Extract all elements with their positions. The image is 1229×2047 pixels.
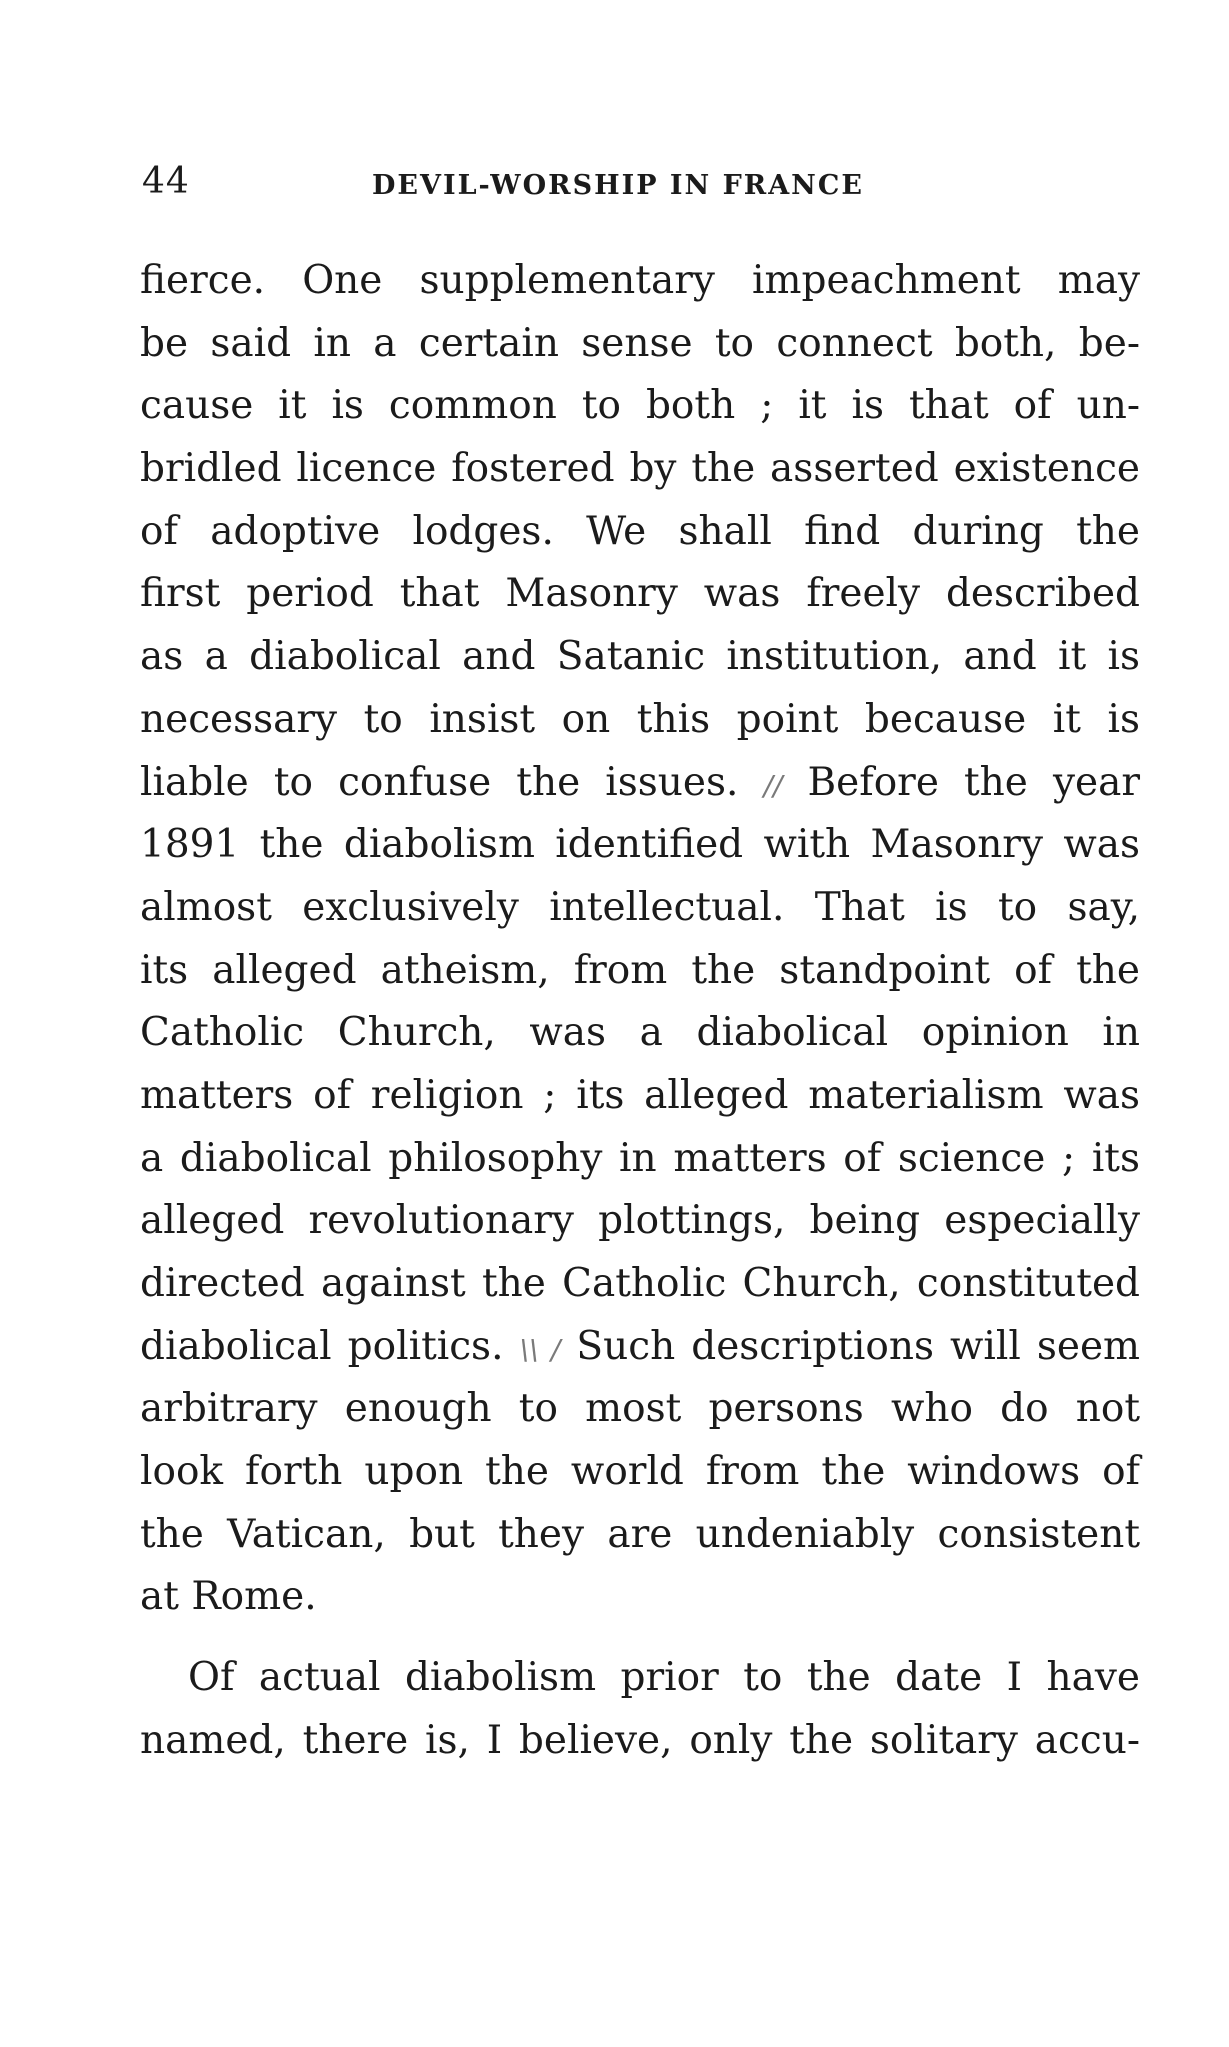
pencil-mark: // [763, 768, 783, 802]
text-line: fierce. One supplementary impeachment may [140, 258, 1140, 303]
text-segment: liable to confuse the issues. [140, 759, 739, 805]
text-line: at Rome. [140, 1574, 317, 1620]
text-line: necessary to insist on this point because it is [140, 696, 1140, 742]
page-header [142, 160, 1136, 220]
text-line: matters of religion ; its alleged materialism was [140, 1072, 1140, 1118]
text-line: alleged revolutionary plottings, being especially [140, 1198, 1140, 1244]
text-line [140, 1316, 1140, 1379]
pencil-mark: \\ / [519, 1332, 561, 1366]
text-line: as a diabolical and Satanic institution, and it is [140, 634, 1140, 680]
page-number: 44 [142, 161, 190, 202]
text-line: directed against the Catholic Church, constituted [140, 1261, 1140, 1306]
text-line: its alleged atheism, from the standpoint of the [140, 947, 1140, 993]
text-segment: Such descriptions will seem [576, 1323, 1141, 1369]
text-line: be said in a certain sense to connect both, be- [140, 320, 1140, 366]
text-line: named, there is, I believe, only the solitary accu- [140, 1717, 1140, 1763]
running-head: DEVIL-WORSHIP IN FRANCE [372, 170, 864, 201]
body-text [140, 250, 1140, 1773]
text-line: cause it is common to both ; it is that of un- [140, 383, 1140, 429]
text-line: of adoptive lodges. We shall find during the [140, 508, 1140, 554]
text-line: almost exclusively intellectual. That is to say, [140, 884, 1140, 930]
text-line: Of actual diabolism prior to the date I have [188, 1655, 1140, 1701]
text-line: Catholic Church, was a diabolical opinion in [140, 1010, 1140, 1056]
text-line: 1891 the diabolism identified with Masonry was [140, 822, 1140, 868]
text-line: look forth upon the world from the windows of [140, 1449, 1140, 1495]
text-line: arbitrary enough to most persons who do not [140, 1386, 1140, 1432]
text-line: the Vatican, but they are undeniably consistent [140, 1511, 1140, 1557]
text-line: a diabolical philosophy in matters of science ; its [140, 1135, 1140, 1181]
text-segment: diabolical politics. [140, 1323, 504, 1369]
text-line: first period that Masonry was freely described [140, 571, 1140, 617]
text-line: bridled licence fostered by the asserted existence [140, 446, 1140, 492]
paragraph-gap [140, 1629, 1140, 1647]
text-segment: Before the year [807, 759, 1140, 805]
text-line [140, 752, 1140, 815]
